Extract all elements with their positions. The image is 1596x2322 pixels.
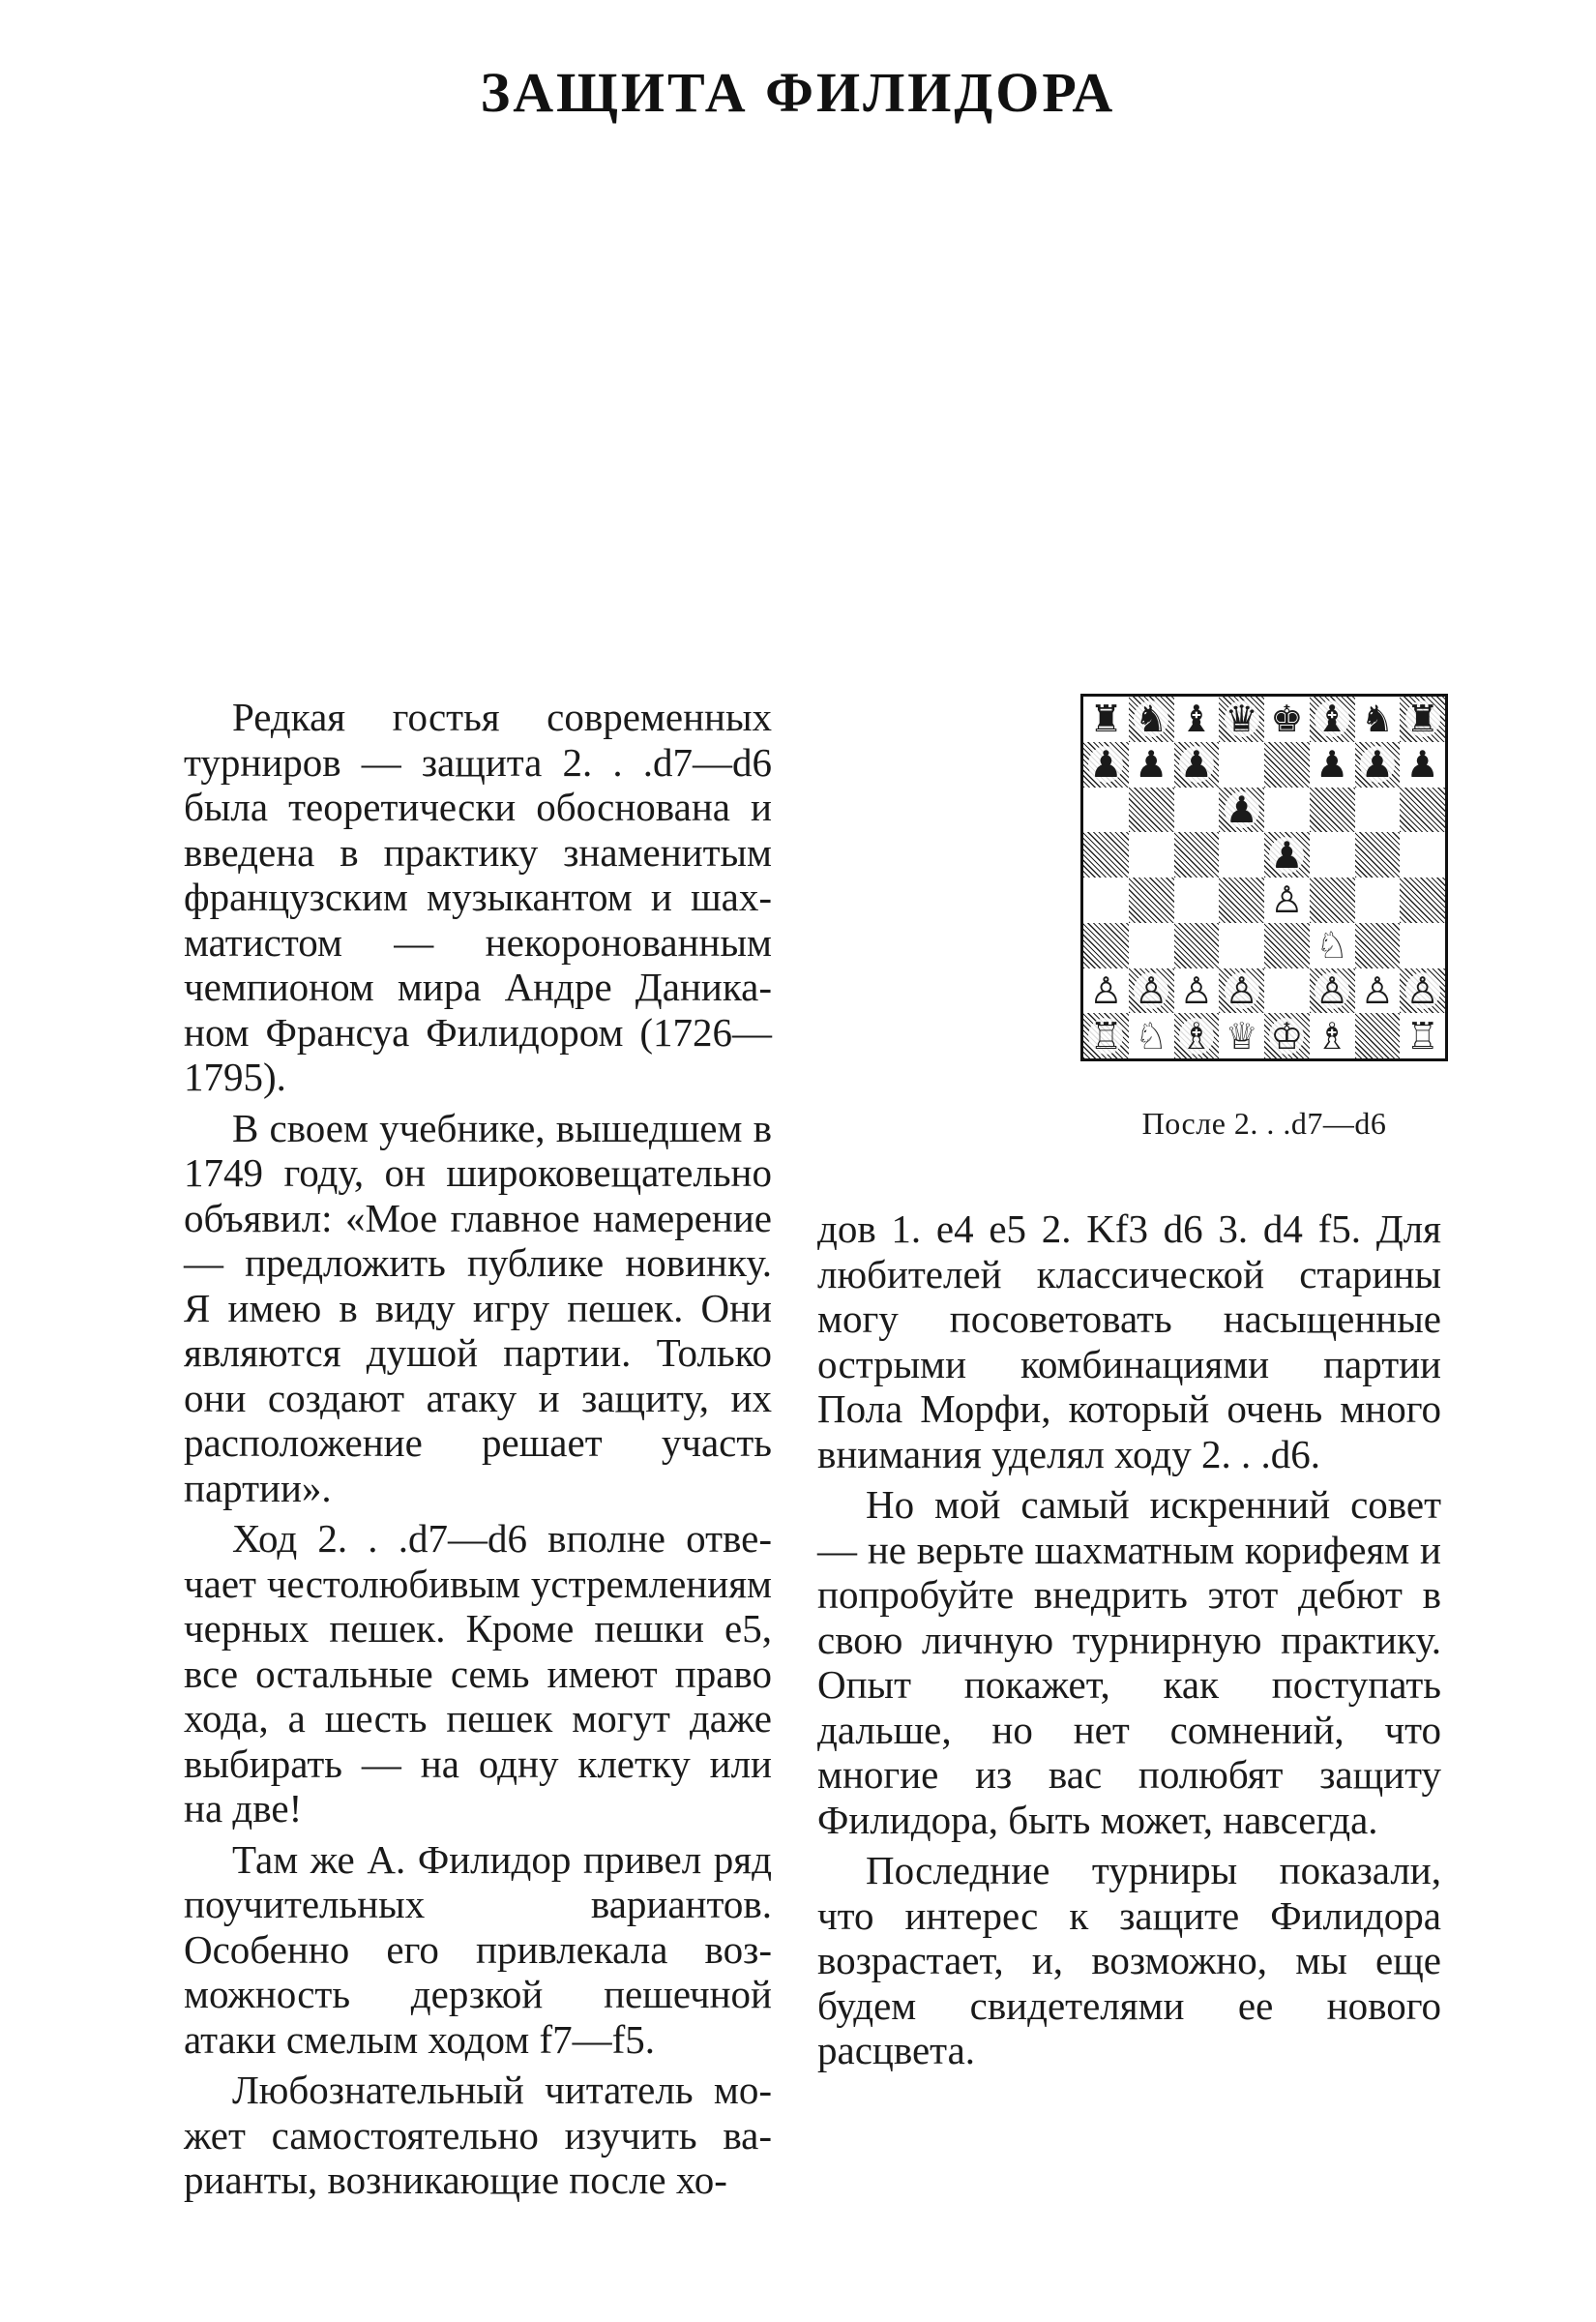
- square-d8: [1219, 697, 1264, 742]
- square-g3: [1355, 923, 1401, 968]
- square-g1: [1355, 1013, 1401, 1058]
- chess-diagram: [1080, 694, 1448, 1061]
- chess-piece-icon: ♟: [1179, 743, 1213, 787]
- chess-piece-icon: ♖: [1405, 1014, 1439, 1057]
- square-g8: [1355, 697, 1401, 742]
- chess-board: [1083, 697, 1445, 1058]
- square-c4: [1174, 878, 1220, 923]
- square-h6: [1400, 788, 1445, 833]
- square-b1: [1129, 1013, 1174, 1058]
- square-e6: [1264, 788, 1310, 833]
- square-b4: [1129, 878, 1174, 923]
- chess-piece-icon: ♞: [1135, 698, 1168, 741]
- square-e7: [1264, 742, 1310, 788]
- chess-piece-icon: ♙: [1179, 968, 1213, 1012]
- square-c1: [1174, 1013, 1220, 1058]
- square-a5: [1083, 832, 1129, 878]
- chess-piece-icon: ♙: [1225, 968, 1258, 1012]
- square-a2: [1083, 968, 1129, 1014]
- square-f3: [1310, 923, 1355, 968]
- square-e8: [1264, 697, 1310, 742]
- square-e5: [1264, 832, 1310, 878]
- chess-piece-icon: ♟: [1135, 743, 1168, 787]
- chess-piece-icon: ♞: [1360, 698, 1394, 741]
- square-h4: [1400, 878, 1445, 923]
- square-d6: [1219, 788, 1264, 833]
- square-a3: [1083, 923, 1129, 968]
- square-c5: [1174, 832, 1220, 878]
- square-a8: [1083, 697, 1129, 742]
- paragraph: В своем учебнике, вышедшем в 1749 году, он широковещательно объявил: «Мое главное намерение — предложить публике новинку. Я имею в виду игру пешек. Они являются душой партии. Только они создают атаку и защиту, их расположение решает участь партии».: [184, 1105, 772, 1510]
- square-f6: [1310, 788, 1355, 833]
- chess-piece-icon: ♗: [1315, 1014, 1349, 1057]
- square-f7: [1310, 742, 1355, 788]
- square-h5: [1400, 832, 1445, 878]
- square-d5: [1219, 832, 1264, 878]
- chess-piece-icon: ♖: [1089, 1014, 1123, 1057]
- chess-piece-icon: ♙: [1405, 968, 1439, 1012]
- chess-piece-icon: ♟: [1315, 743, 1349, 787]
- square-a7: [1083, 742, 1129, 788]
- square-f2: [1310, 968, 1355, 1014]
- right-text-column: [817, 1206, 1441, 2079]
- square-d1: [1219, 1013, 1264, 1058]
- square-e3: [1264, 923, 1310, 968]
- paragraph: Ход 2. . .d7—d6 вполне отвечает честолюбивым устремлениям черных пешек. Кроме пешки е5, все остальные семь имеют право хода, а шесть пешек могут даже выбирать — на одну клетку или на две!: [184, 1516, 772, 1831]
- square-f4: [1310, 878, 1355, 923]
- diagram-caption: После 2. . .d7—d6: [1141, 1106, 1387, 1141]
- square-c7: [1174, 742, 1220, 788]
- square-e1: [1264, 1013, 1310, 1058]
- page-title: ЗАЩИТА ФИЛИДОРА: [480, 61, 1116, 124]
- square-g6: [1355, 788, 1401, 833]
- chess-piece-icon: ♘: [1315, 924, 1349, 968]
- square-d3: [1219, 923, 1264, 968]
- chess-piece-icon: ♘: [1135, 1014, 1168, 1057]
- paragraph: дов 1. е4 е5 2. Kf3 d6 3. d4 f5. Для любителей классической старины могу посоветовать насыщенные острыми комбинациями партии Пола Морфи, который очень много внимания уделял ходу 2. . .d6.: [817, 1206, 1441, 1476]
- square-b5: [1129, 832, 1174, 878]
- square-b8: [1129, 697, 1174, 742]
- square-b6: [1129, 788, 1174, 833]
- square-g2: [1355, 968, 1401, 1014]
- chess-piece-icon: ♟: [1405, 743, 1439, 787]
- chess-piece-icon: ♚: [1270, 698, 1304, 741]
- chess-piece-icon: ♙: [1315, 968, 1349, 1012]
- paragraph: Редкая гостья современных турниров — защита 2. . .d7—d6 была теоретически обоснована и введена в практику знаменитым французским музыкантом и шахматистом — некоронованным чемпионом мира Андре Даниканом Франсуа Филидором (1726—1795).: [184, 695, 772, 1099]
- square-c6: [1174, 788, 1220, 833]
- square-g7: [1355, 742, 1401, 788]
- square-a1: [1083, 1013, 1129, 1058]
- square-b2: [1129, 968, 1174, 1014]
- square-g4: [1355, 878, 1401, 923]
- chess-piece-icon: ♝: [1179, 698, 1213, 741]
- square-d2: [1219, 968, 1264, 1014]
- square-f1: [1310, 1013, 1355, 1058]
- square-a6: [1083, 788, 1129, 833]
- square-a4: [1083, 878, 1129, 923]
- chess-piece-icon: ♟: [1089, 743, 1123, 787]
- square-e2: [1264, 968, 1310, 1014]
- chess-piece-icon: ♟: [1270, 833, 1304, 877]
- left-text-column: [184, 695, 772, 2209]
- chess-piece-icon: ♙: [1135, 968, 1168, 1012]
- square-d4: [1219, 878, 1264, 923]
- chess-piece-icon: ♙: [1089, 968, 1123, 1012]
- square-f8: [1310, 697, 1355, 742]
- chess-piece-icon: ♜: [1405, 698, 1439, 741]
- square-b7: [1129, 742, 1174, 788]
- square-e4: [1264, 878, 1310, 923]
- chess-piece-icon: ♝: [1315, 698, 1349, 741]
- chess-piece-icon: ♔: [1270, 1014, 1304, 1057]
- square-g5: [1355, 832, 1401, 878]
- chess-piece-icon: ♕: [1225, 1014, 1258, 1057]
- paragraph: Последние турниры показали, что интерес к защите Филидора возрастает, и, возможно, мы еще будем свидетелями ее нового расцвета.: [817, 1848, 1441, 2072]
- square-h2: [1400, 968, 1445, 1014]
- chess-piece-icon: ♟: [1360, 743, 1394, 787]
- square-c8: [1174, 697, 1220, 742]
- chess-piece-icon: ♙: [1270, 878, 1304, 922]
- square-d7: [1219, 742, 1264, 788]
- square-h7: [1400, 742, 1445, 788]
- paragraph: Любознательный читатель может самостоятельно изучить варианты, возникающие после хо-: [184, 2068, 772, 2202]
- chess-piece-icon: ♜: [1089, 698, 1123, 741]
- square-c3: [1174, 923, 1220, 968]
- chess-piece-icon: ♟: [1225, 788, 1258, 831]
- square-h3: [1400, 923, 1445, 968]
- chess-piece-icon: ♗: [1179, 1014, 1213, 1057]
- square-h8: [1400, 697, 1445, 742]
- paragraph: Но мой самый искренний совет — не верьте шахматным корифеям и попробуйте внедрить этот дебют в свою личную турнирную практику. Опыт покажет, как поступать дальше, но нет сомнений, что многие из вас полюбят защиту Филидора, быть может, навсегда.: [817, 1482, 1441, 1842]
- square-c2: [1174, 968, 1220, 1014]
- square-h1: [1400, 1013, 1445, 1058]
- chess-piece-icon: ♛: [1225, 698, 1258, 741]
- paragraph: Там же А. Филидор привел ряд поучительных вариантов. Особенно его привлекала возможность дерзкой пешечной атаки смелым ходом f7—f5.: [184, 1836, 772, 2062]
- square-b3: [1129, 923, 1174, 968]
- chess-piece-icon: ♙: [1360, 968, 1394, 1012]
- square-f5: [1310, 832, 1355, 878]
